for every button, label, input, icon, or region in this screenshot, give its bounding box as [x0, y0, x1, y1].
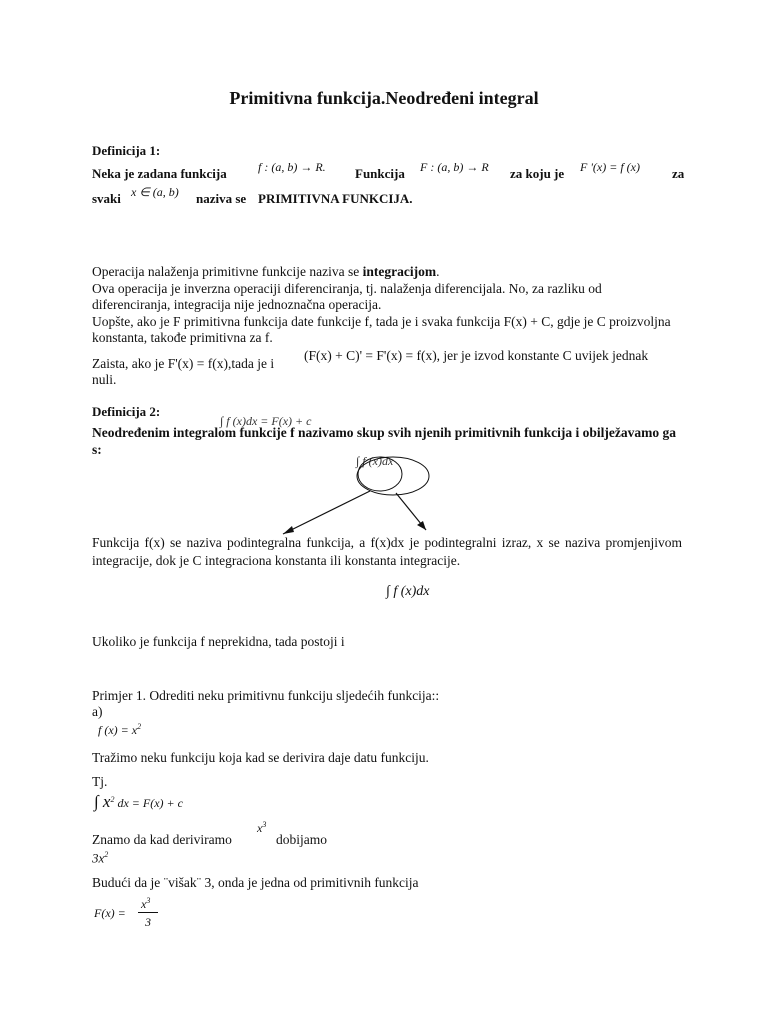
example-search: Tražimo neku funkciju koja kad se derivira daje datu funkciju.: [92, 750, 429, 765]
fraction-bar: [138, 912, 158, 913]
def1-line2-c: PRIMITIVNA FUNKCIJA.: [258, 191, 413, 206]
def1-line2-a: svaki: [92, 191, 121, 206]
example-F-numerator: $x^3$: [141, 896, 151, 911]
para-podintegralna: Funkcija f(x) se naziva podintegralna funkcija, a f(x)dx je podintegralni izraz, x se naziva promjenjivom integracije, dok je C integraciona konstanta ili konstanta integracije.: [92, 535, 682, 568]
page-title: Primitivna funkcija.Neodređeni integral: [229, 88, 539, 108]
example-know-a: Znamo da kad deriviramo: [92, 832, 232, 847]
def1-heading: Definicija 1:: [92, 143, 161, 158]
def1-line1-d: za: [672, 166, 685, 181]
example-integral-eq: ∫ $x^2$ dx = F(x) + c: [94, 792, 183, 811]
para-integration: Operacija nalaženja primitivne funkcije naziva se integracijom. Ova operacija je inverzna operaciji diferenciranja, tj. nalaženja diferencijala. No, za razliku od diferenciranja, integracija nije jednoznačna operacija. Uopšte, ako je F primitivna funkcija date funkcije f, tada je i svaka funkcija F(x) + C, gdje je C proizvoljna konstanta, takođe primitivna za f.: [92, 264, 671, 345]
para-continuous: Ukoliko je funkcija f neprekidna, tada postoji i: [92, 634, 345, 649]
def2-overlay-formula: ∫ f (x)dx = F(x) + c: [220, 414, 312, 428]
def1-f-map: f : (a, b) → R.: [258, 160, 326, 174]
example-a-label: a): [92, 704, 103, 719]
def2-heading: Definicija 2:: [92, 404, 161, 419]
ellipse-left: [358, 457, 402, 491]
integral-center: ∫ f (x)dx: [386, 584, 430, 599]
annotation-diagram: [270, 455, 470, 540]
def1-line1-a: Neka je zadana funkcija: [92, 166, 227, 181]
example-since: Budući da je ¨višak¨ 3, onda je jedna od primitivnih funkcija: [92, 875, 419, 890]
ellipse-right: [357, 457, 429, 495]
def1-F-map: F : (a, b) → R: [420, 160, 489, 174]
example-intro: Primjer 1. Odrediti neku primitivnu funkciju sljedećih funkcija::: [92, 688, 440, 703]
example-tj: Tj.: [92, 774, 108, 789]
def1-derivative: F '(x) = f (x): [580, 160, 640, 174]
def2-diagram-formula: ∫ f (x)dx: [356, 454, 394, 468]
example-F-lhs: F(x) =: [94, 906, 126, 920]
def1-line1-b: Funkcija: [355, 166, 405, 181]
def2-text: Neodređenim integralom funkcije f nazivamo skup svih njenih primitivnih funkcija i obilježavamo ga s:: [92, 425, 677, 457]
def1-line1-c: za koju je: [510, 166, 565, 181]
example-F-denominator: 3: [145, 915, 151, 929]
para-inverse: Ova operacija je inverzna operaciji diferenciranja, tj. nalaženja diferencijala. No, za razliku od diferenciranja, integracija nije jednoznačna operacija.: [92, 280, 602, 312]
def1-x-in: x ∈ (a, b): [131, 185, 179, 199]
para-generally: Uopšte, ako je F primitivna funkcija date funkcije f, tada je i svaka funkcija F(x) + C, gdje je C proizvoljna konstanta, takođe primitivna za f.: [92, 313, 671, 345]
para-zaista-b: (F(x) + C)' = F'(x) = f(x), jer je izvod konstante C uvijek jednak: [304, 348, 649, 363]
example-x3: $x^3$: [257, 820, 267, 835]
arrow-left-head: [283, 526, 294, 534]
para-nuli: nuli.: [92, 372, 117, 387]
example-know-b: dobijamo: [276, 832, 327, 847]
para-zaista: Zaista, ako je F'(x) = f(x),tada je i: [92, 356, 275, 371]
arrow-left-line: [283, 491, 370, 534]
example-fx: f $(x) = x^2$: [98, 722, 142, 737]
term-integracijom: integracijom: [362, 264, 437, 279]
def1-line2-b: naziva se: [196, 191, 247, 206]
arrow-right-head: [417, 521, 426, 530]
example-3x2: $3x^2$: [92, 850, 109, 866]
